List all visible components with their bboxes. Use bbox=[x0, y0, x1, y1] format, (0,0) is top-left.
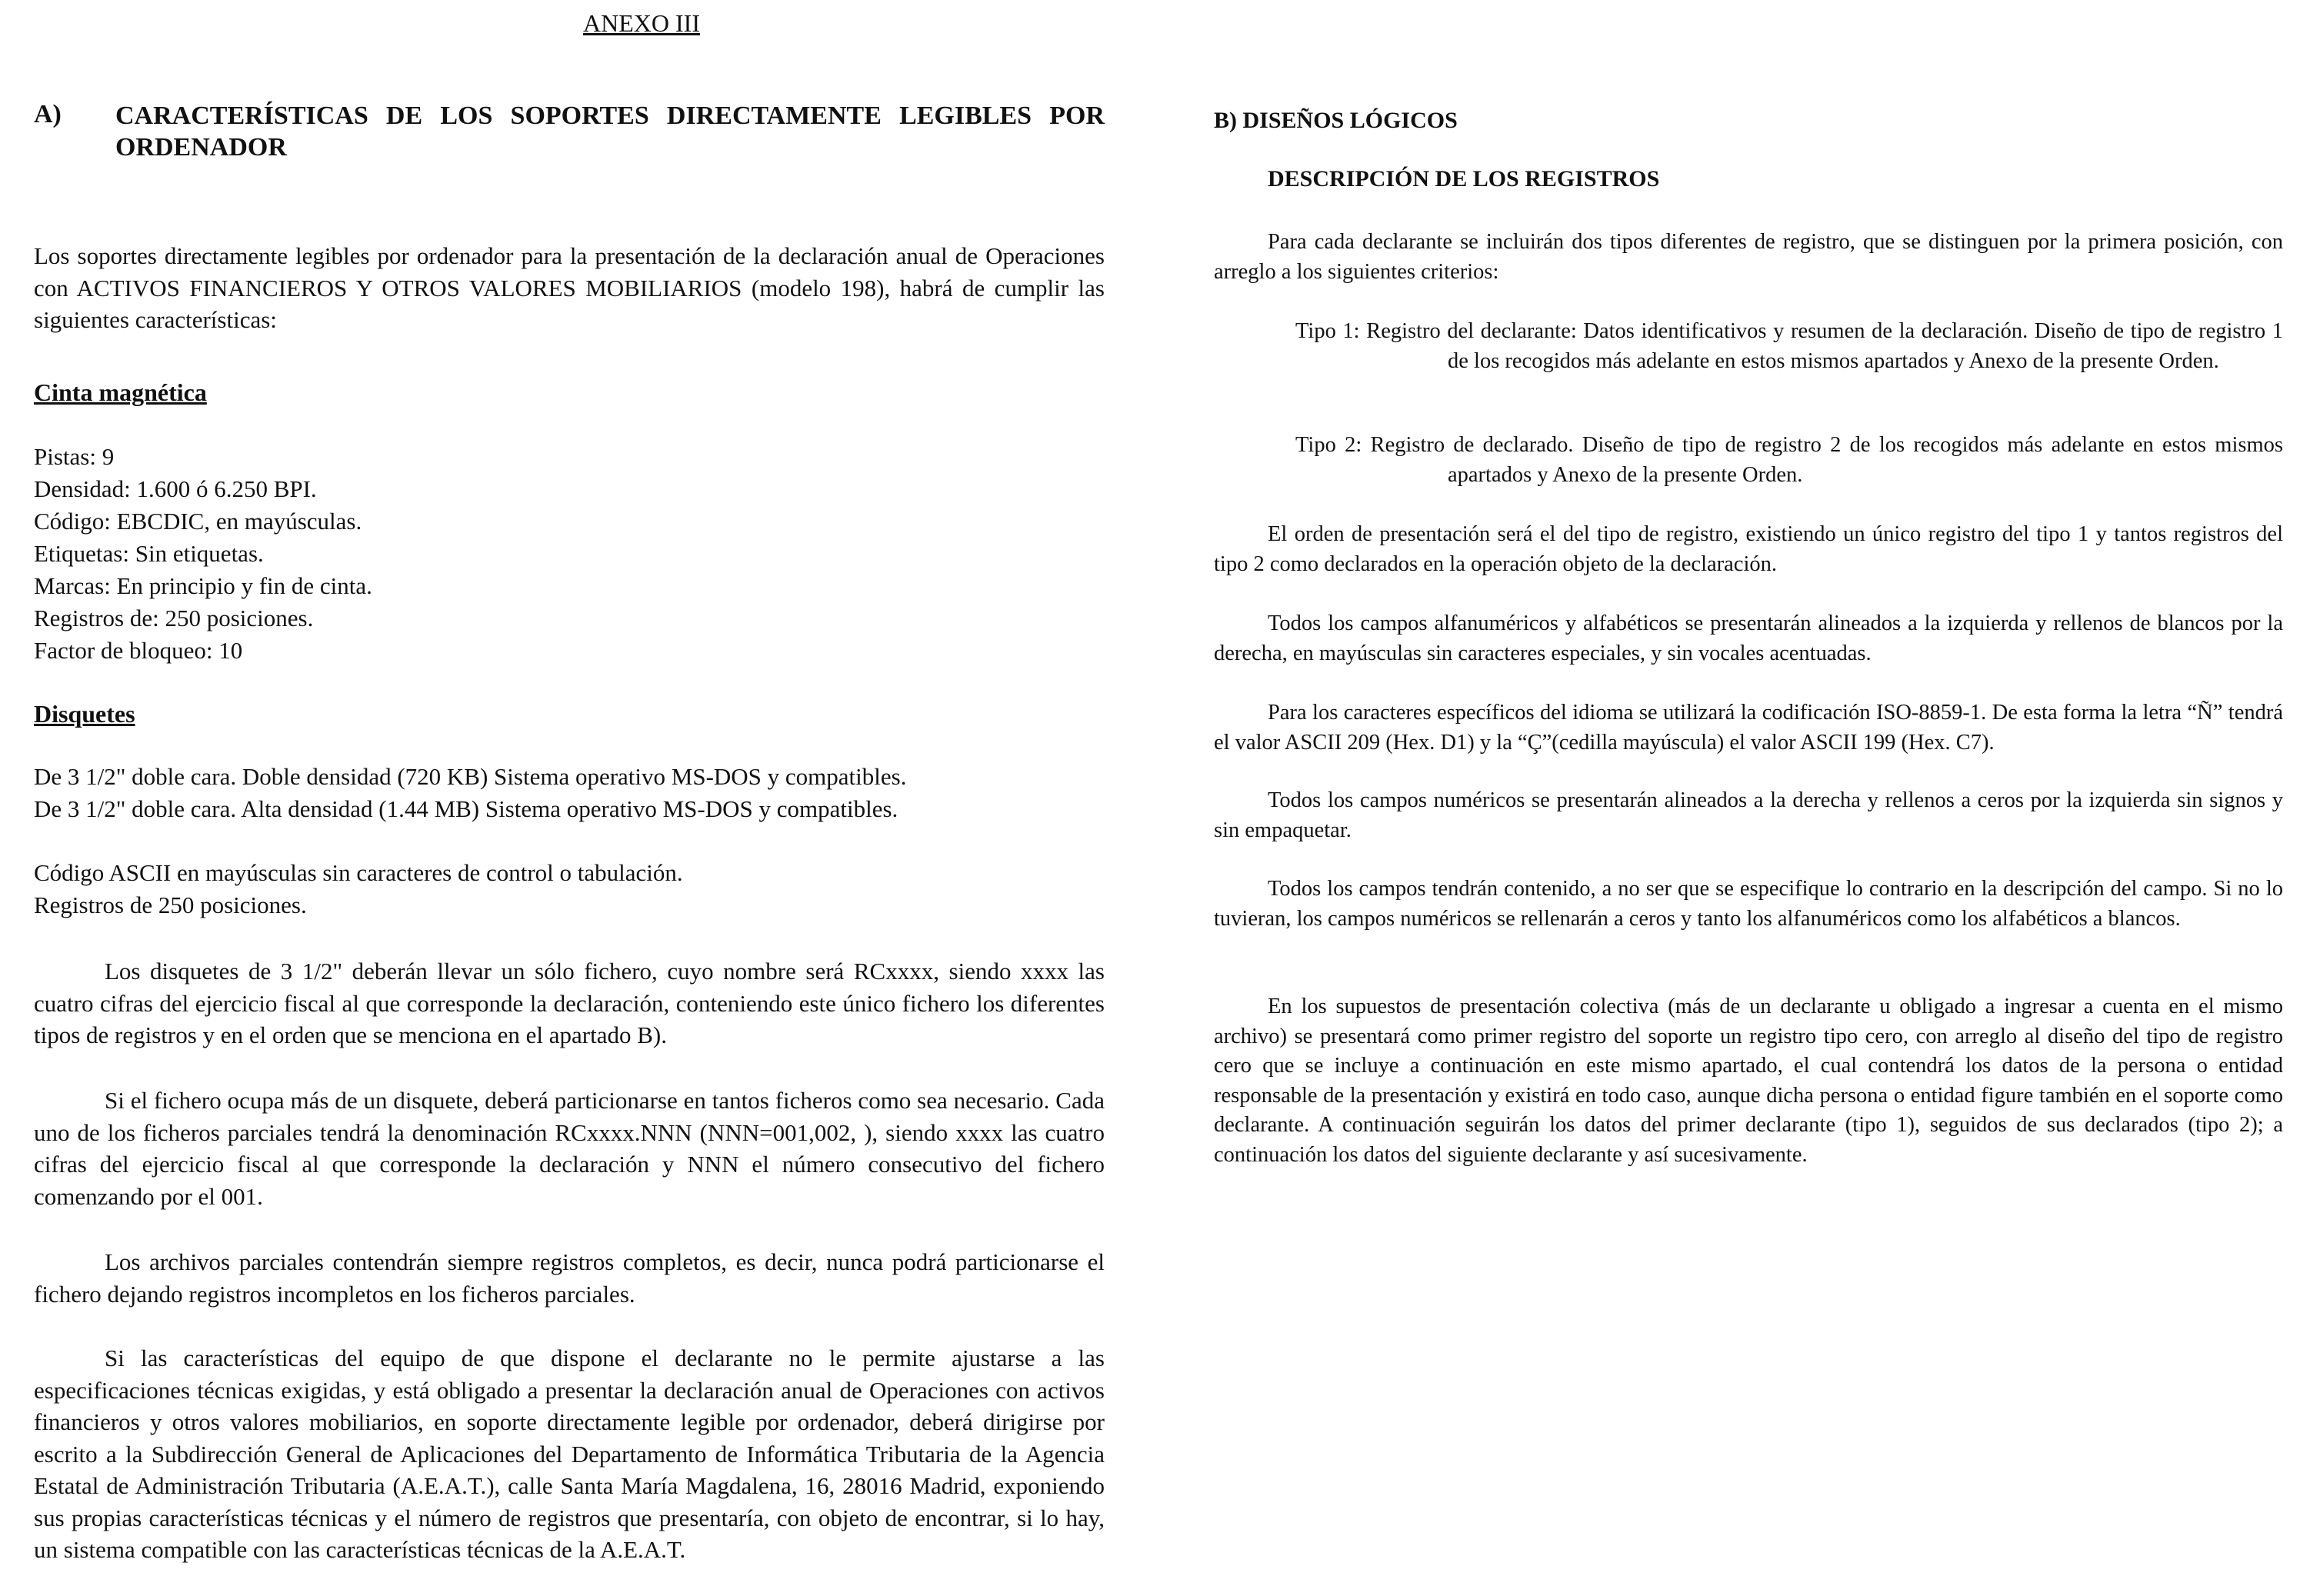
ascii-line: Código ASCII en mayúsculas sin caracteres de control o tabulación. bbox=[34, 859, 683, 886]
disquete-line: De 3 1/2" doble cara. Doble densidad (720 KB) Sistema operativo MS-DOS y compatibles. bbox=[34, 763, 907, 790]
annex-title: ANEXO III bbox=[583, 9, 700, 37]
cinta-line: Código: EBCDIC, en mayúsculas. bbox=[34, 508, 362, 535]
disquetes-paragraph: Si las características del equipo de que dispone el declarante no le permite ajustarse a las especificaciones técnicas exigidas, y está obligado a presentar la declaración anual de Operaciones con activos financieros y otros valores mobiliarios, en soporte directamente legible por ordenador, deberá dirigirse por escrito a la Subdirección General de Aplicaciones del Departamento de Informática Tributaria de la Agencia Estatal de Administración Tributaria (A.E.A.T.), calle Santa María Magdalena, 16, 28016 Madrid, exponiendo sus propias características técnicas y el número de registros que presentaría, con objeto de encontrar, si lo hay, un sistema compatible con las características técnicas de la A.E.A.T. bbox=[34, 1344, 1105, 1563]
tipo-1-description bbox=[1295, 317, 2283, 376]
cinta-line: Pistas: 9 bbox=[34, 443, 115, 470]
cinta-heading: Cinta magnética bbox=[34, 378, 207, 406]
section-a-title: CARACTERÍSTICAS DE LOS SOPORTES DIRECTAMENTE LEGIBLES POR ORDENADOR bbox=[115, 102, 1105, 162]
section-a-letter: A) bbox=[34, 100, 62, 128]
section-b-paragraph: El orden de presentación será el del tipo de registro, existiendo un único registro del tipo 1 y tantos registros del tipo 2 como declarados en la operación objeto de la declaración. bbox=[1214, 522, 2283, 576]
section-b-subtitle: DESCRIPCIÓN DE LOS REGISTROS bbox=[1268, 166, 1660, 192]
cinta-line: Marcas: En principio y fin de cinta. bbox=[34, 572, 372, 599]
section-a-intro: Los soportes directamente legibles por ordenador para la presentación de la declaración anual de Operaciones con ACTIVOS FINANCIEROS Y OTROS VALORES MOBILIARIOS (modelo 198), habrá de cumplir las siguientes características: bbox=[34, 242, 1105, 333]
disquetes-paragraph: Los archivos parciales contendrán siempre registros completos, es decir, nunca podrá particionarse el fichero dejando registros incompletos en los ficheros parciales. bbox=[34, 1248, 1105, 1308]
section-b-title: B) DISEÑOS LÓGICOS bbox=[1214, 108, 1458, 133]
tipo-2-description bbox=[1295, 431, 2283, 490]
section-b-paragraph: En los supuestos de presentación colectiva (más de un declarante u obligado a ingresar a cuenta en el mismo archivo) se presentará como primer registro del soporte un registro tipo cero, con arreglo al diseño del tipo de registro cero que se incluye a continuación en este mismo apartado, el cual contendrá los datos de la persona o entidad responsable de la presentación y existirá en todo caso, aunque dicha persona o entidad figure también en el soporte como declarante. A continuación seguirán los datos del primer declarante (tipo 1), seguidos de sus declarados (tipo 2); a continuación los datos del siguiente declarante y así sucesivamente. bbox=[1214, 995, 2283, 1167]
cinta-line: Factor de bloqueo: 10 bbox=[34, 637, 243, 664]
section-b-paragraph: Todos los campos tendrán contenido, a no ser que se especifique lo contrario en la descripción del campo. Si no lo tuvieran, los campos numéricos se rellenarán a ceros y tanto los alfanuméricos como los alfabéticos a blancos. bbox=[1214, 877, 2283, 931]
disquete-line: De 3 1/2" doble cara. Alta densidad (1.44 MB) Sistema operativo MS-DOS y compatibles. bbox=[34, 795, 898, 822]
tipo-1-text: Tipo 1: Registro del declarante: Datos identificativos y resumen de la declaración. Diseño de tipo de registro 1 de los recogidos más adelante en estos mismos apartados y Anexo de la presente Orden. bbox=[1295, 319, 2283, 373]
section-b-paragraph: Todos los campos numéricos se presentarán alineados a la derecha y rellenos a ceros por la izquierda sin signos y sin empaquetar. bbox=[1214, 788, 2283, 842]
tipo-2-text: Tipo 2: Registro de declarado. Diseño de tipo de registro 2 de los recogidos más adelante en estos mismos apartados y Anexo de la presente Orden. bbox=[1295, 433, 2283, 487]
section-b-intro: Para cada declarante se incluirán dos tipos diferentes de registro, que se distinguen por la primera posición, con arreglo a los siguientes criterios: bbox=[1214, 230, 2283, 284]
disquetes-paragraph: Si el fichero ocupa más de un disquete, deberá particionarse en tantos ficheros como sea necesario. Cada uno de los ficheros parciales tendrá la denominación RCxxxx.NNN (NNN=001,002, ), siendo xxxx las cuatro cifras del ejercicio fiscal al que corresponde la declaración y NNN el número consecutivo del fichero comenzando por el 001. bbox=[34, 1087, 1105, 1210]
cinta-line: Registros de: 250 posiciones. bbox=[34, 605, 314, 631]
section-b-paragraph: Todos los campos alfanuméricos y alfabéticos se presentarán alineados a la izquierda y rellenos de blancos por la derecha, en mayúsculas sin caracteres especiales, y sin vocales acentuadas. bbox=[1214, 611, 2283, 665]
disquetes-heading: Disquetes bbox=[34, 700, 135, 728]
disquetes-paragraph: Los disquetes de 3 1/2" deberán llevar un sólo fichero, cuyo nombre será RCxxxx, siendo xxxx las cuatro cifras del ejercicio fiscal al que corresponde la declaración, conteniendo este único fichero los diferentes tipos de registros y en el orden que se menciona en el apartado B). bbox=[34, 958, 1105, 1048]
ascii-line: Registros de 250 posiciones. bbox=[34, 891, 307, 918]
section-b-paragraph: Para los caracteres específicos del idioma se utilizará la codificación ISO-8859-1. De esta forma la letra “Ñ” tendrá el valor ASCII 209 (Hex. D1) y la “Ç”(cedilla mayúscula) el valor ASCII 199 (Hex. C7). bbox=[1214, 701, 2283, 755]
cinta-line: Etiquetas: Sin etiquetas. bbox=[34, 540, 264, 567]
cinta-line: Densidad: 1.600 ó 6.250 BPI. bbox=[34, 475, 317, 502]
